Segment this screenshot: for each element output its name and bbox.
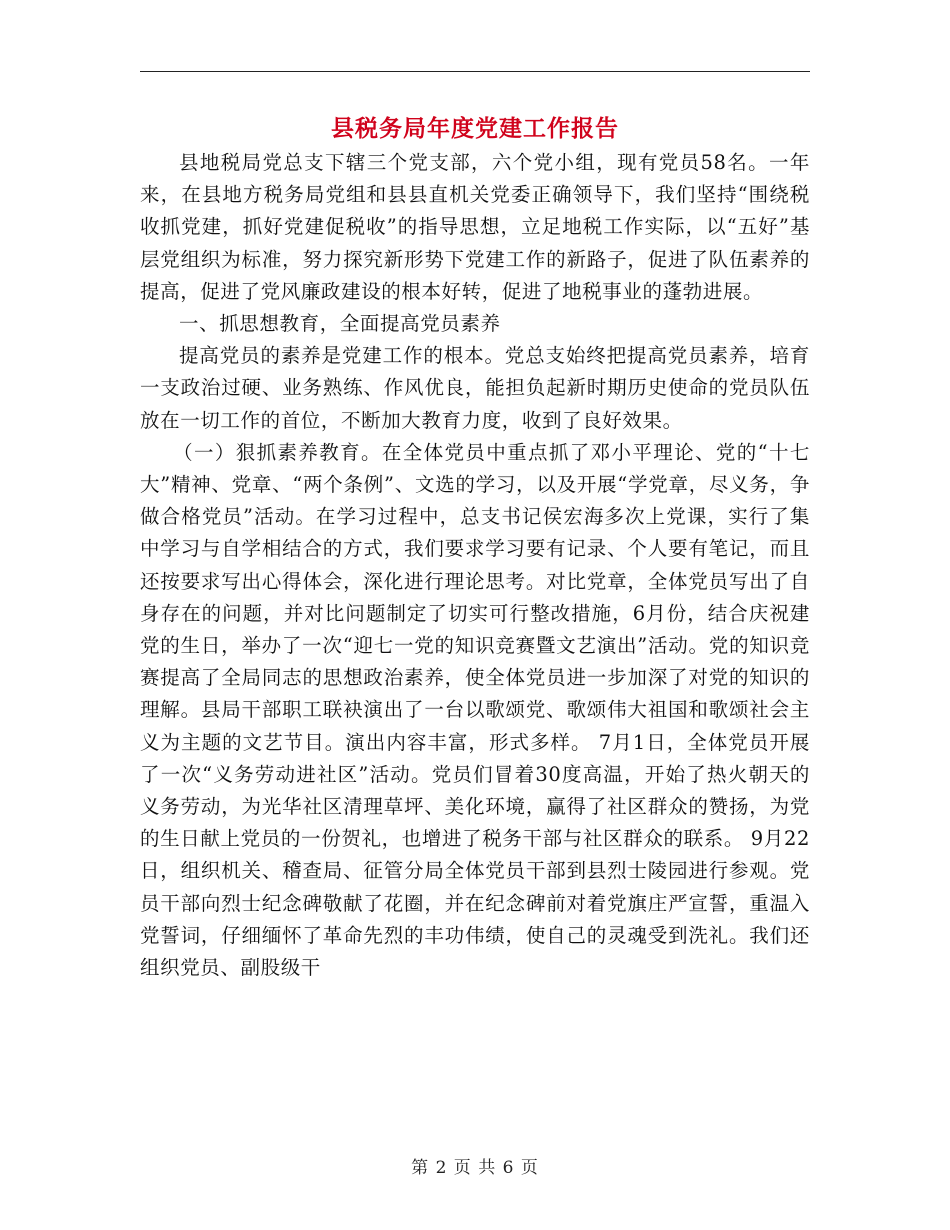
section-heading-1: 一、抓思想教育，全面提高党员素养 xyxy=(179,312,501,336)
document-title: 县税务局年度党建工作报告 xyxy=(331,115,619,142)
page-number-footer: 第 2 页 共 6 页 xyxy=(411,1158,539,1178)
header-rule xyxy=(140,71,810,72)
paragraph-subsection-1: （一）狠抓素养教育。在全体党员中重点抓了邓小平理论、党的“十七大”精神、党章、“两个条例”、文选的学习，以及开展“学党章，尽义务，争做合格党员”活动。在学习过程中，总支书记侯宏海多次上党课，实行了集中学习与自学相结合的方式，我们要求学习要有记录、个人要有笔记，而且还按要求写出心得体会，深化进行理论思考。对比党章，全体党员写出了自身存在的问题，并对比问题制定了切实可行整改措施，6月份，结合庆祝建党的生日，举办了一次“迎七一党的知识竞赛暨文艺演出”活动。党的知识竞赛提高了全局同志的思想政治素养，使全体党员进一步加深了对党的知识的理解。县局干部职工联袂演出了一台以歌颂党、歌颂伟大祖国和歌颂社会主义为主题的文艺节目。演出内容丰富，形式多样。 7月1日，全体党员开展了一次“义务劳动进社区”活动。党员们冒着30度高温，开始了热火朝天的义务劳动，为光华社区清理草坪、美化环境，赢得了社区群众的赞扬，为党的生日献上党员的一份贺礼，也增进了税务干部与社区群众的联系。 9月22日，组织机关、稽查局、征管分局全体党员干部到县烈士陵园进行参观。党员干部向烈士纪念碑敬献了花圈，并在纪念碑前对着党旗庄严宣誓，重温入党誓词，仔细缅怀了革命先烈的丰功伟绩，使自己的灵魂受到洗礼。我们还组织党员、副股级干 xyxy=(140,440,810,980)
paragraph-section-1: 提高党员的素养是党建工作的根本。党总支始终把提高党员素养，培育一支政治过硬、业务熟练、作风优良，能担负起新时期历史使命的党员队伍放在一切工作的首位，不断加大教育力度，收到了良好效果。 xyxy=(140,344,810,432)
document-body xyxy=(140,147,810,984)
paragraph-intro: 县地税局党总支下辖三个党支部，六个党小组，现有党员58名。一年来，在县地方税务局党组和县县直机关党委正确领导下，我们坚持“围绕税收抓党建，抓好党建促税收”的指导思想，立足地税工作实际，以“五好”基层党组织为标准，努力探究新形势下党建工作的新路子，促进了队伍素养的提高，促进了党风廉政建设的根本好转，促进了地税事业的蓬勃进展。 xyxy=(140,151,810,303)
